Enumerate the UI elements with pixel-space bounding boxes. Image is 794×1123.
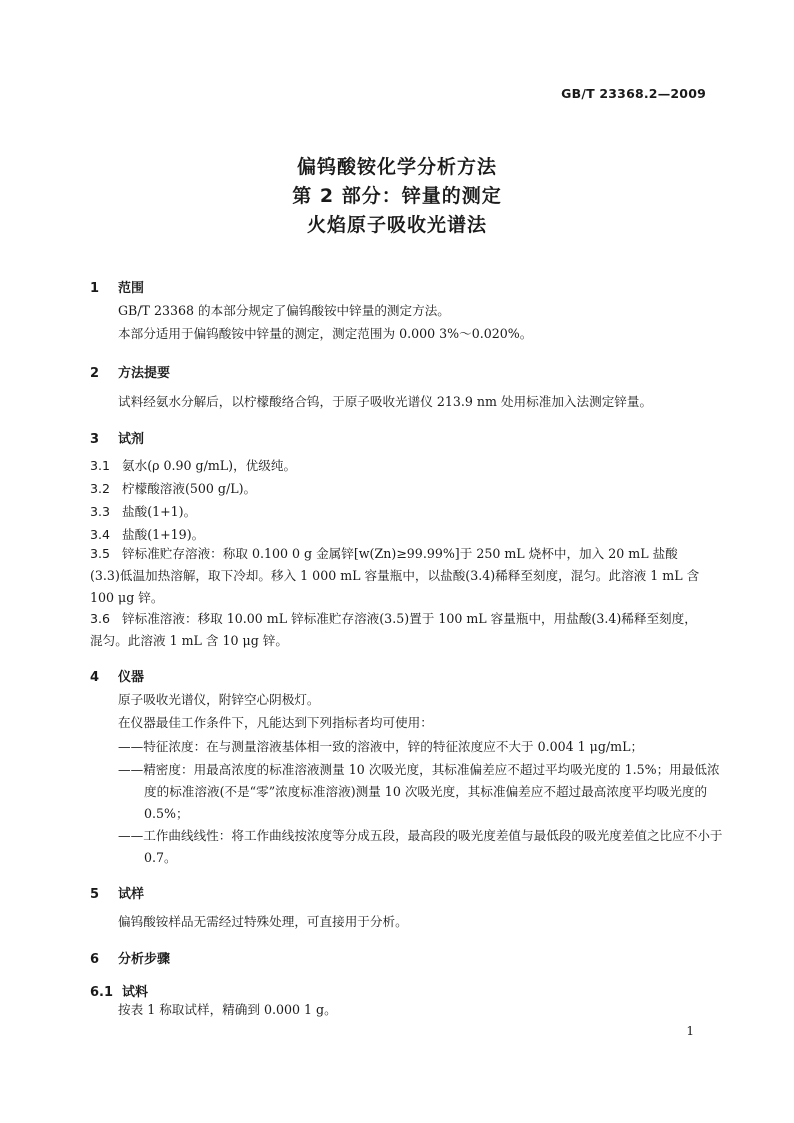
dash-item: ——工作曲线线性：将工作曲线按浓度等分成五段，最高段的吸光度差值与最低段的吸光度差值之比应不小于 0.7。 — [118, 828, 723, 865]
section-number: 3 — [90, 432, 100, 447]
clause-number: 3.1 — [90, 458, 111, 473]
section-heading-principle — [90, 362, 170, 381]
subsection-number: 6.1 — [90, 985, 114, 1000]
section-title: 方法提要 — [118, 366, 171, 381]
subsection-heading-test-portion — [90, 981, 148, 1000]
paragraph: 本部分适用于偏钨酸铵中锌量的测定，测定范围为 0.000 3%～0.020%。 — [118, 326, 533, 341]
clause — [90, 455, 706, 477]
section-heading-procedure — [90, 948, 170, 967]
clause — [90, 478, 706, 500]
section-title: 试样 — [118, 887, 145, 902]
dash-item: ——特征浓度：在与测量溶液基体相一致的溶液中，锌的特征浓度应不大于 0.004 1 μg/mL； — [118, 739, 644, 754]
section-heading-apparatus — [90, 666, 144, 685]
section-title: 仪器 — [118, 670, 145, 685]
paragraph: 在仪器最佳工作条件下，凡能达到下列指标者均可使用： — [118, 715, 433, 730]
document-title-line2: 第 2 部分：锌量的测定 — [292, 185, 502, 207]
clause-number: 3.6 — [90, 611, 111, 626]
clause-text: 柠檬酸溶液(500 g/L)。 — [122, 481, 257, 496]
section-title: 范围 — [118, 281, 145, 296]
document-title-line1: 偏钨酸铵化学分析方法 — [296, 156, 497, 178]
clause-number: 3.3 — [90, 504, 111, 519]
section-heading-reagents — [90, 428, 144, 447]
clause-number: 3.4 — [90, 527, 111, 542]
paragraph: 原子吸收光谱仪，附锌空心阴极灯。 — [118, 692, 320, 707]
paragraph: 按表 1 称取试样，精确到 0.000 1 g。 — [118, 1002, 337, 1017]
standard-code: GB/T 23368.2—2009 — [561, 86, 706, 101]
section-heading-scope — [90, 277, 144, 296]
section-number: 6 — [90, 952, 100, 967]
section-number: 5 — [90, 887, 100, 902]
paragraph: GB/T 23368 的本部分规定了偏钨酸铵中锌量的测定方法。 — [118, 303, 450, 318]
clause-text: 氨水(ρ 0.90 g/mL)，优级纯。 — [122, 458, 297, 473]
section-heading-sample — [90, 883, 144, 902]
section-title: 试剂 — [118, 432, 145, 447]
dash-item: ——精密度：用最高浓度的标准溶液测量 10 次吸光度，其标准偏差应不超过平均吸光度的 1.5%；用最低浓度的标准溶液(不是“零”浓度标准溶液)测量 10 次吸光度，其标准偏差应不超过最高浓度平均吸光度的 0.5%； — [118, 762, 720, 821]
section-number: 1 — [90, 281, 100, 296]
clause-number: 3.2 — [90, 481, 111, 496]
section-number: 2 — [90, 366, 100, 381]
clause — [90, 501, 706, 523]
clause-text: 盐酸(1+1)。 — [122, 504, 197, 519]
page-number: 1 — [686, 1024, 694, 1038]
clause — [90, 543, 706, 609]
clause-text: 盐酸(1+19)。 — [122, 527, 205, 542]
clause-text: 锌标准贮存溶液：称取 0.100 0 g 金属锌[w(Zn)≥99.99%]于 250 mL 烧杯中，加入 20 mL 盐酸(3.3)低温加热溶解，取下冷却。移入 1 000 mL 容量瓶中，以盐酸(3.4)稀释至刻度，混匀。此溶液 1 mL 含 100 μg 锌。 — [90, 546, 700, 605]
clause-number: 3.5 — [90, 546, 111, 561]
subsection-title: 试料 — [122, 985, 149, 1000]
document-title-line3: 火焰原子吸收光谱法 — [306, 214, 487, 236]
clause — [90, 608, 706, 652]
clause-text: 锌标准溶液：移取 10.00 mL 锌标准贮存溶液(3.5)置于 100 mL 容量瓶中，用盐酸(3.4)稀释至刻度，混匀。此溶液 1 mL 含 10 μg 锌。 — [90, 611, 697, 648]
section-number: 4 — [90, 670, 100, 685]
paragraph: 试料经氨水分解后，以柠檬酸络合钨，于原子吸收光谱仪 213.9 nm 处用标准加入法测定锌量。 — [118, 394, 653, 409]
section-title: 分析步骤 — [118, 952, 171, 967]
paragraph: 偏钨酸铵样品无需经过特殊处理，可直接用于分析。 — [118, 914, 408, 929]
